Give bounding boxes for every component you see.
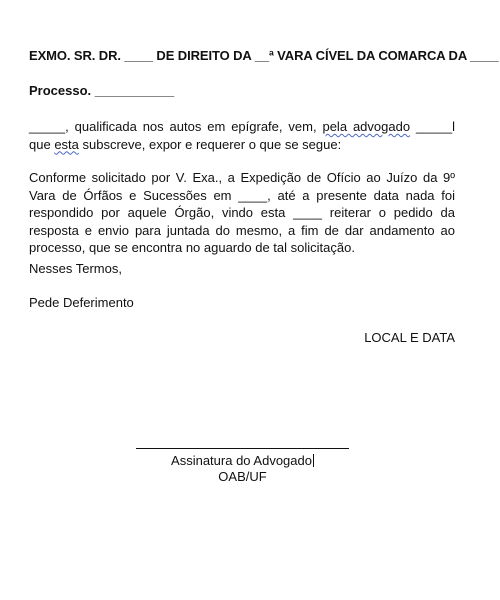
spellcheck-flag-pela-advogado[interactable]: pela advogado	[322, 119, 411, 134]
process-number-label: Processo. ___________	[29, 83, 175, 98]
signature-name: Assinatura do Advogado	[171, 453, 312, 468]
local-and-date: LOCAL E DATA	[364, 330, 455, 345]
signature-block	[136, 453, 349, 468]
text-cursor	[313, 454, 314, 467]
signature-line	[136, 448, 349, 449]
paragraph-qualification-part3: subscreve, expor e requerer o que se segue:	[78, 136, 342, 152]
paragraph-request: Conforme solicitado por V. Exa., a Expedição de Ofício ao Juízo da 9º Vara de Órfãos e Sucessões em ____, até a presente data nada foi respondido por aquele Órgão, vindo esta ____ reiterar o pedido da resposta e envio para juntada do mesmo, a fim de dar andamento ao processo, que se encontra no aguardo de tal solicitação.	[29, 170, 455, 255]
paragraph-qualification	[29, 118, 455, 153]
closing-deferimento: Pede Deferimento	[29, 295, 134, 310]
paragraph-qualification-part2: _____l que	[29, 119, 455, 152]
signature-oab: OAB/UF	[218, 469, 267, 484]
spellcheck-flag-esta[interactable]: esta	[54, 136, 79, 152]
closing-termos: Nesses Termos,	[29, 261, 122, 276]
addressee-heading: EXMO. SR. DR. ____ DE DIREITO DA __ª VARA CÍVEL DA COMARCA DA ____	[29, 48, 499, 63]
paragraph-qualification-part1: _____, qualificada nos autos em epígrafe, vem,	[29, 119, 323, 134]
